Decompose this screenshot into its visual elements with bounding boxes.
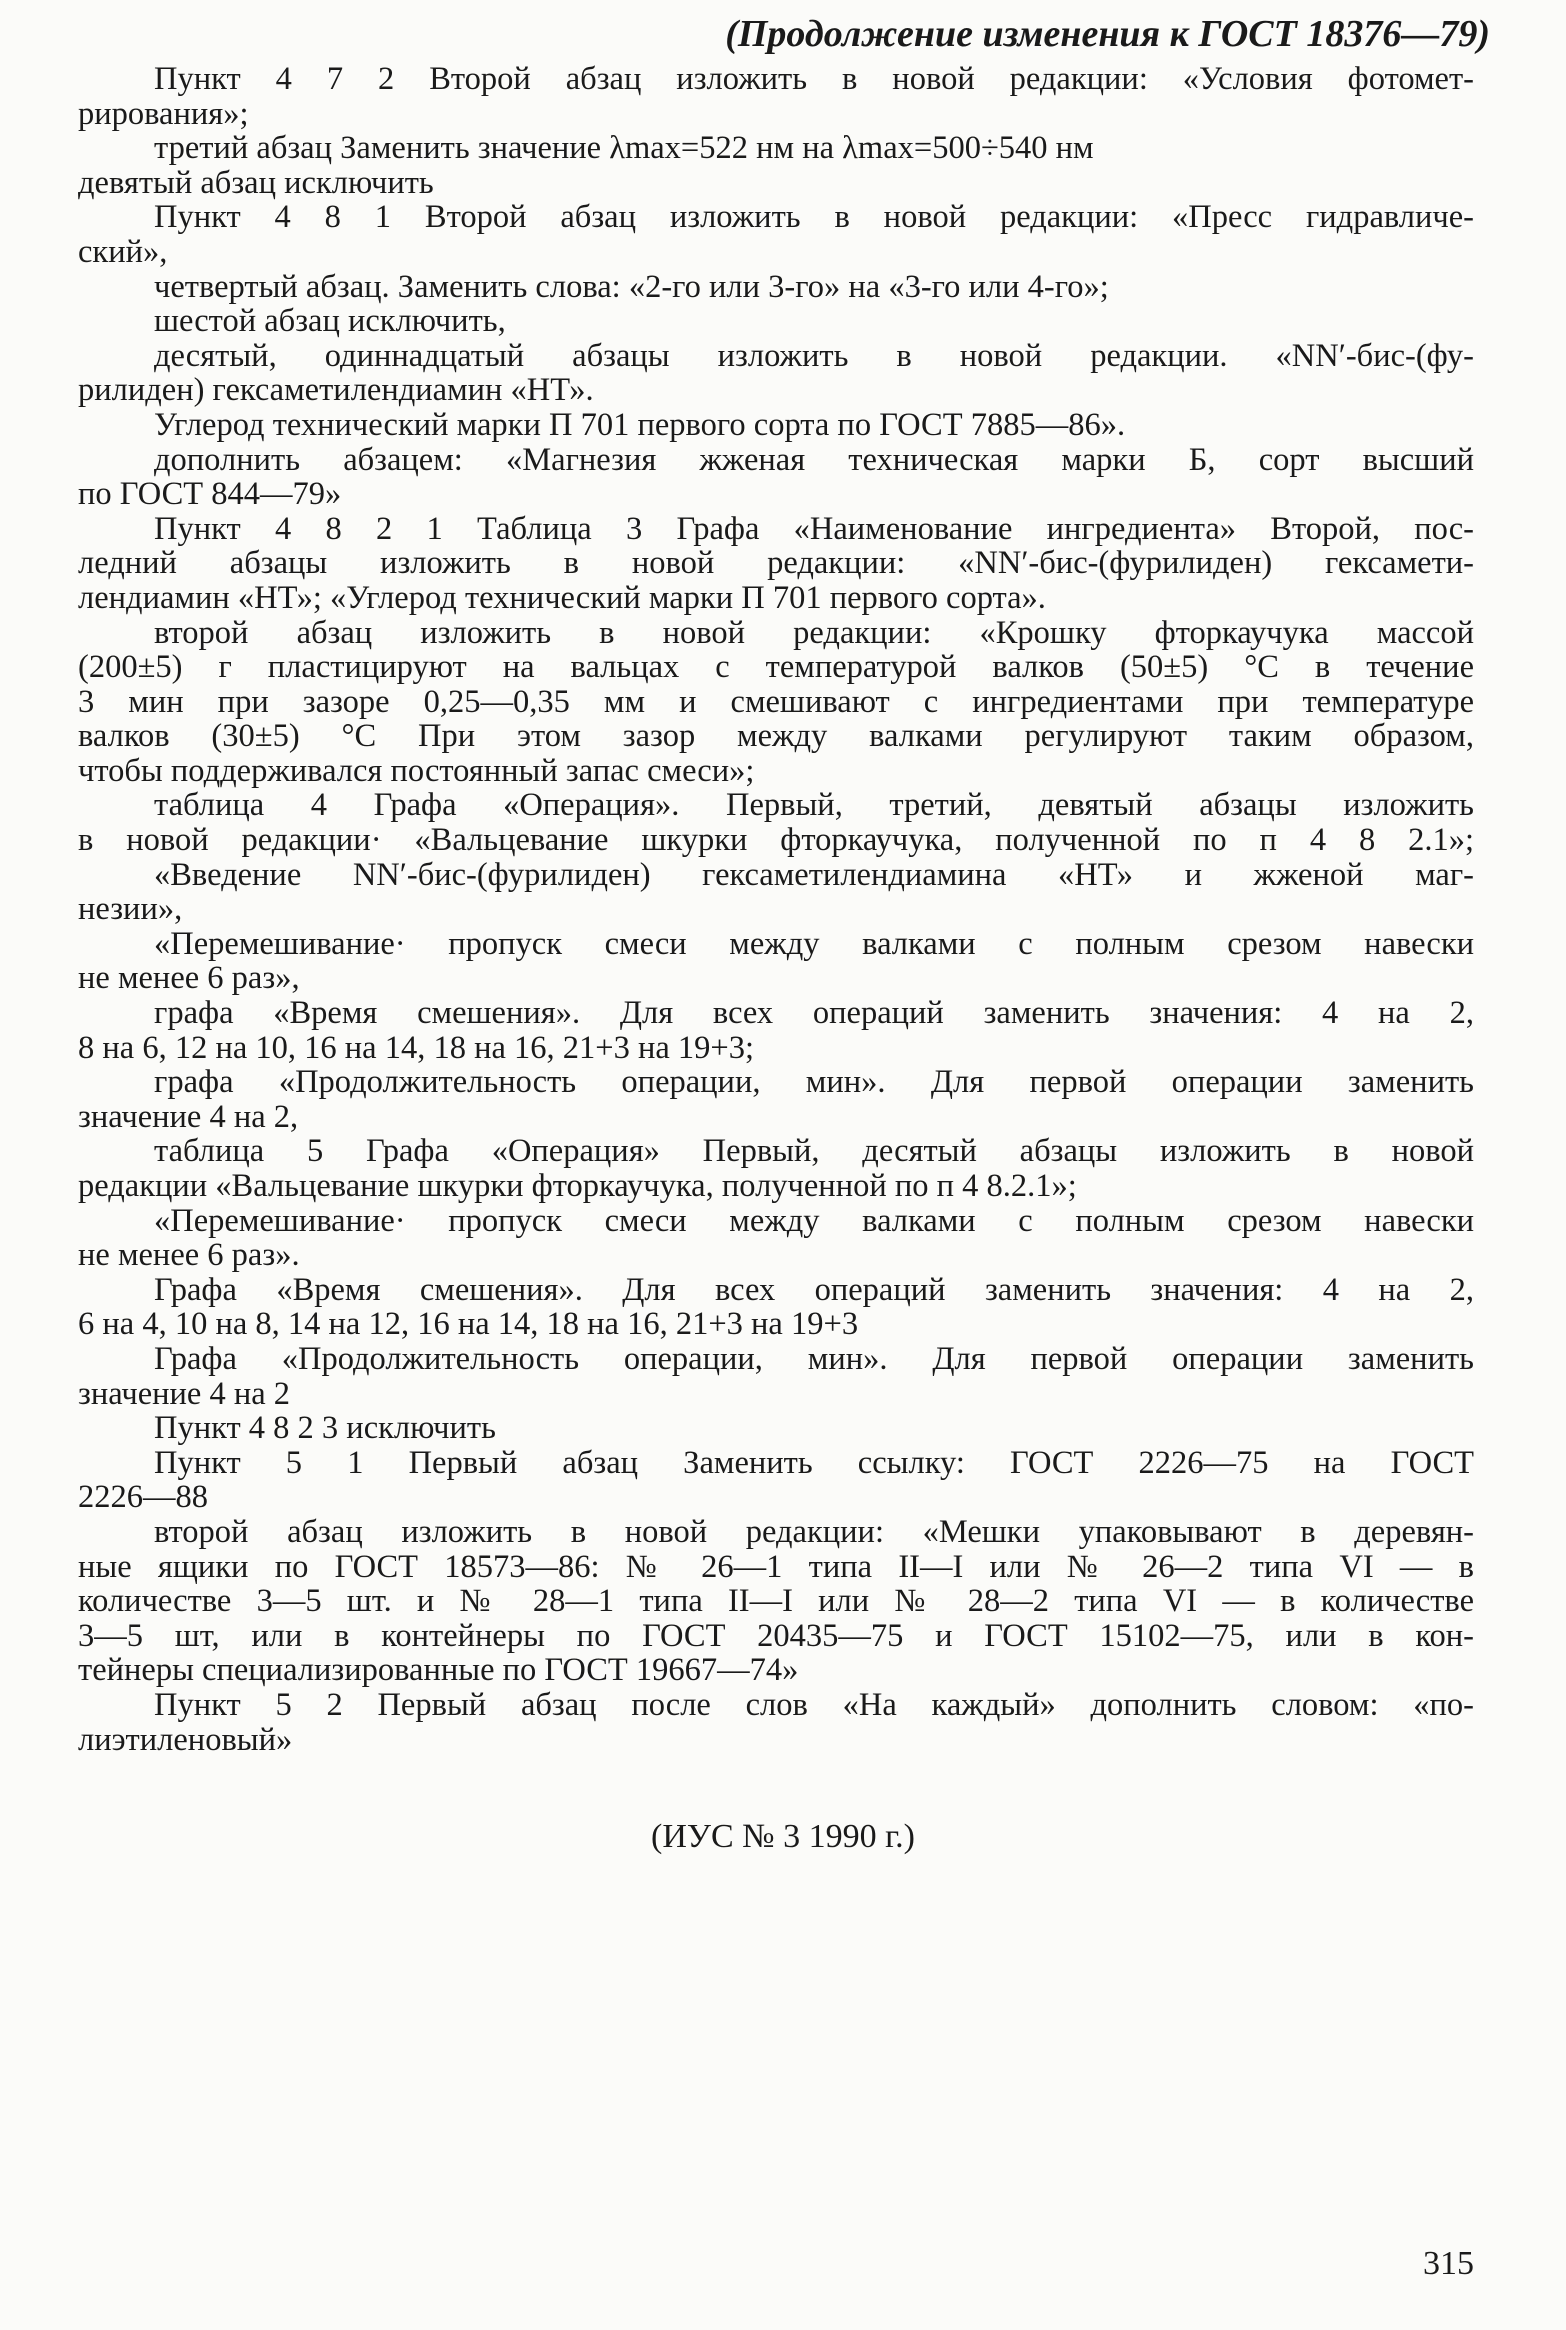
text-line: «Перемешивание· пропуск смеси между валками с полным срезом навески [154,926,1474,962]
text-line: графа «Время смешения». Для всех операций заменить значения: 4 на 2, [154,996,1474,1031]
text-line: в новой редакции· «Вальцевание шкурки фторкаучука, полученной по п 4 8 2.1»; [78,823,1474,858]
text-line: ные ящики по ГОСТ 18573—86: № 26—1 типа II—I или № 26—2 типа VI — в [78,1549,1474,1585]
text-line: «Введение NN′-бис-(фурилиден) гексаметилендиамина «НТ» и жженой маг- [154,857,1474,893]
text-line: значение 4 на 2 [78,1375,291,1412]
text-line: количестве 3—5 шт. и № 28—1 типа II—I или № 28—2 типа VI — в количестве [78,1584,1474,1619]
text-line: Графа «Продолжительность операции, мин». Для первой операции заменить [154,1341,1474,1377]
text-line: Пункт 4 8 2 1 Таблица 3 Графа «Наименование ингредиента» Второй, пос- [154,511,1474,547]
text-line: редакции «Вальцевание шкурки фторкаучука, полученной по п 4 8.2.1»; [78,1168,1077,1204]
text-line: чтобы поддерживался постоянный запас смеси»; [78,752,755,789]
text-line: Пункт 4 7 2 Второй абзац изложить в новой редакции: «Условия фотомет- [154,62,1474,97]
text-line: тейнеры специализированные по ГОСТ 19667—74» [78,1652,799,1689]
text-line: (200±5) г пластицируют на вальцах с температурой валков (50±5) °С в течение [78,650,1474,685]
text-line: значение 4 на 2, [78,1098,299,1135]
text-line: второй абзац изложить в новой редакции: «Мешки упаковывают в деревян- [154,1514,1474,1550]
text-line: четвертый абзац. Заменить слова: «2-го или 3-го» на «3-го или 4-го»; [154,268,1109,305]
text-line: лиэтиленовый» [78,1721,293,1758]
source-reference: (ИУС № 3 1990 г.) [651,1818,915,1855]
text-line: десятый, одиннадцатый абзацы изложить в новой редакции. «NN′-бис-(фу- [154,338,1474,374]
text-line: по ГОСТ 844—79» [78,476,342,513]
text-line: таблица 5 Графа «Операция» Первый, десятый абзацы изложить в новой [154,1134,1474,1169]
text-line: Углерод технический марки П 701 первого сорта по ГОСТ 7885—86». [154,406,1126,443]
text-line: дополнить абзацем: «Магнезия жженая техническая марки Б, сорт высший [154,442,1474,478]
text-line: шестой абзац исключить, [154,303,506,340]
text-line: незии», [78,891,183,928]
text-line: ский», [78,233,168,270]
text-line: лендиамин «НТ»; «Углерод технический марки П 701 первого сорта». [78,579,1046,616]
page-number: 315 [1423,2245,1474,2282]
text-line: рилиден) гексаметилендиамин «НТ». [78,372,594,409]
text-line: 8 на 6, 12 на 10, 16 на 14, 18 на 16, 21+3 на 19+3; [78,1029,755,1066]
text-line: 6 на 4, 10 на 8, 14 на 12, 16 на 14, 18 на 16, 21+3 на 19+3 [78,1306,859,1343]
text-line: рирования»; [78,95,249,132]
text-line: не менее 6 раз», [78,960,300,997]
text-line: таблица 4 Графа «Операция». Первый, третий, девятый абзацы изложить [154,788,1474,824]
text-line: 3 мин при зазоре 0,25—0,35 мм и смешивают с ингредиентами при температуре [78,684,1474,720]
text-line: второй абзац изложить в новой редакции: «Крошку фторкаучука массой [154,615,1474,651]
page-header: (Продолжение изменения к ГОСТ 18376—79) [725,13,1490,55]
text-line: 2226—88 [78,1479,208,1516]
amendment-text [78,62,1474,1757]
text-line: Пункт 5 1 Первый абзац Заменить ссылку: ГОСТ 2226—75 на ГОСТ [154,1445,1474,1481]
text-line: девятый абзац исключить [78,164,434,201]
text-line: графа «Продолжительность операции, мин». Для первой операции заменить [154,1065,1474,1100]
text-line: Пункт 4 8 2 3 исключить [154,1410,496,1447]
text-line: «Перемешивание· пропуск смеси между валками с полным срезом навески [154,1203,1474,1239]
text-line: Пункт 4 8 1 Второй абзац изложить в новой редакции: «Пресс гидравличе- [154,200,1474,235]
text-line: не менее 6 раз». [78,1237,300,1274]
text-line: третий абзац Заменить значение λmax=522 нм на λmax=500÷540 нм [154,130,1094,167]
text-line: Графа «Время смешения». Для всех операций заменить значения: 4 на 2, [154,1272,1474,1308]
text-line: 3—5 шт, или в контейнеры по ГОСТ 20435—75 и ГОСТ 15102—75, или в кон- [78,1618,1474,1654]
text-line: Пункт 5 2 Первый абзац после слов «На каждый» дополнить словом: «по- [154,1687,1474,1723]
text-line: ледний абзацы изложить в новой редакции: «NN′-бис-(фурилиден) гексамети- [78,546,1474,581]
text-line: валков (30±5) °С При этом зазор между валками регулируют таким образом, [78,719,1474,754]
